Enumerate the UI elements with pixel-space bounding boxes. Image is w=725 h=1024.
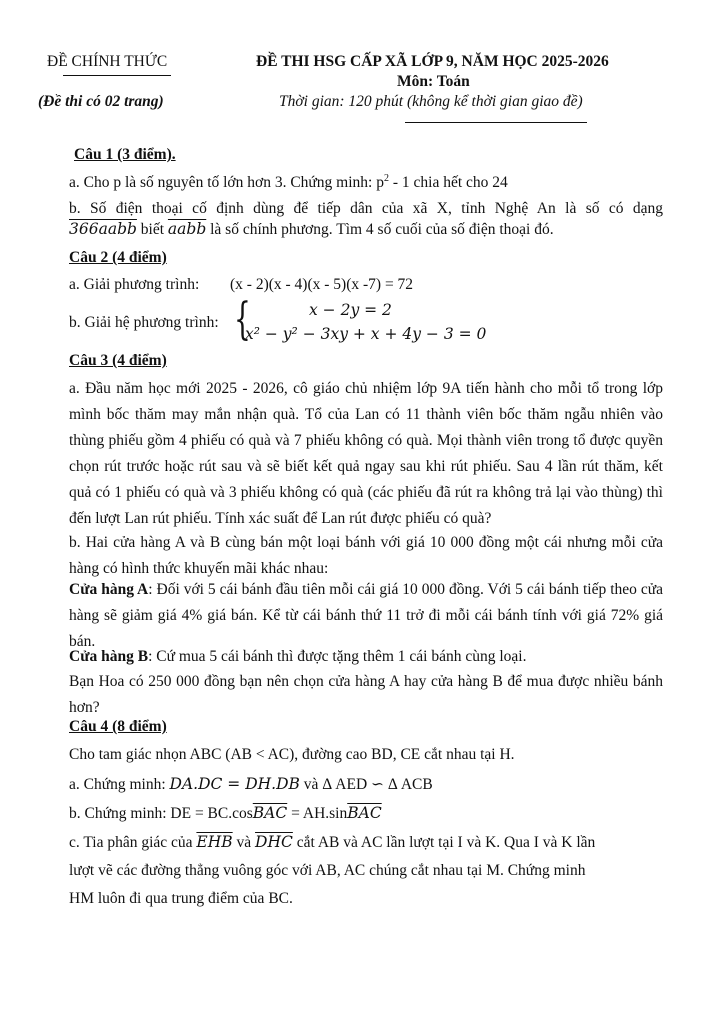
q4c-angle-1: $\overline{EHB}$: [196, 833, 233, 851]
q2a-label: a. Giải phương trình:: [69, 276, 200, 293]
q4c-line1: [69, 833, 595, 852]
right-underline: [405, 122, 587, 123]
q3b-question: Bạn Hoa có 250 000 đồng bạn nên chọn cửa hàng A hay cửa hàng B để mua được nhiều bánh hơn?: [69, 673, 663, 716]
q1a: [69, 173, 508, 192]
q4c-and: và: [232, 834, 256, 851]
q4b: [69, 804, 382, 823]
q3-heading: Câu 3 (4 điểm): [69, 352, 167, 369]
q2b-equation-2: x² − y² − 3xy + x + 4y − 3 = 0: [245, 325, 487, 343]
page-count-note: (Đề thi có 02 trang): [38, 93, 164, 110]
time-label: Thời gian: 120 phút (không kể thời gian giao đề): [279, 93, 583, 110]
q2b-equation-1: x − 2y = 2: [309, 301, 392, 319]
q3a-paragraph: a. Đầu năm học mới 2025 - 2026, cô giáo chủ nhiệm lớp 9A tiến hành cho mỗi tổ trong lớp mình bốc thăm may mắn nhận quà. Tổ của Lan có 11 thành viên bốc thăm ngẫu nhiên vào thùng phiếu gồm 4 phiếu có quà và 7 phiếu không có quà. Mọi thành viên trong tổ được quyền chọn rút trước hoặc rút sau và sẽ biết kết quả ngay sau khi rút phiếu. Sau 4 lần rút thăm, kết quả có 1 phiếu có quà và 3 phiếu không có quà (các phiếu đã rút ra không trả lại vào thùng) thì đến lượt Lan rút phiếu. Tính xác suất để Lan rút được phiếu có quà?: [69, 380, 663, 527]
store-b-text: : Cứ mua 5 cái bánh thì được tặng thêm 1 cái bánh cùng loại.: [148, 648, 527, 665]
q2-heading: Câu 2 (4 điểm): [69, 249, 167, 266]
exam-title: ĐỀ THI HSG CẤP XÃ LỚP 9, NĂM HỌC 2025-2026: [256, 53, 609, 70]
q2b-label: b. Giải hệ phương trình:: [69, 314, 219, 331]
q1b-square-form: aabb: [167, 220, 207, 238]
q2a-equation: (x - 2)(x - 4)(x - 5)(x -7) = 72: [230, 276, 414, 293]
q1b-line1: b. Số điện thoại cố định dùng để tiếp dân của xã X, tỉnh Nghệ An là số có dạng: [69, 200, 663, 217]
q4-intro: Cho tam giác nhọn ABC (AB < AC), đường cao BD, CE cắt nhau tại H.: [69, 746, 515, 763]
q1a-exponent: 2: [383, 173, 389, 184]
official-label: ĐỀ CHÍNH THỨC: [47, 53, 168, 70]
q4b-angle-2: $\overline{BAC}$: [347, 804, 382, 822]
q3b-paragraph: b. Hai cửa hàng A và B cùng bán một loại bánh với giá 10 000 đồng một cái nhưng mỗi cửa hàng có hình thức khuyến mãi khác nhau:: [69, 534, 663, 577]
q4c-line2: lượt vẽ các đường thẳng vuông góc với AB, AC chúng cắt nhau tại M. Chứng minh: [69, 862, 586, 879]
q1-heading: Câu 1 (3 điểm).: [74, 146, 176, 163]
q4c-line3: HM luôn đi qua trung điểm của BC.: [69, 890, 293, 907]
q1b-number-form: 366aabb: [69, 220, 137, 238]
store-a-text: : Đối với 5 cái bánh đầu tiên mỗi cái giá 10 000 đồng. Với 5 cái bánh tiếp theo cửa hàng sẽ giảm giá 4% giá bán. Kể từ cái bánh thứ 11 trở đi mỗi cái bánh tính với giá 72% giá bán.: [69, 581, 663, 650]
subject-label: Môn: Toán: [397, 73, 470, 90]
store-b-label: Cửa hàng B: [69, 648, 149, 665]
q4a-equation: DA.DC = DH.DB: [169, 775, 300, 793]
q4c-rest: cắt AB và AC lần lượt tại I và K. Qua I và K lần: [292, 834, 596, 851]
q4-heading: Câu 4 (8 điểm): [69, 718, 167, 735]
q4a-similarity: và Δ AED ∽ Δ ACB: [299, 776, 433, 793]
store-b-paragraph: [69, 644, 663, 670]
left-underline: [63, 75, 171, 76]
q1b-mid: biết: [136, 221, 168, 238]
q1a-end: - 1 chia hết cho 24: [388, 174, 508, 192]
store-a-label: Cửa hàng A: [69, 581, 149, 598]
q1a-text: a. Cho p là số nguyên tố lớn hơn 3. Chứng minh: p: [69, 174, 384, 192]
q4b-angle-1: $\overline{BAC}$: [252, 804, 288, 822]
q4c-angle-2: $\overline{DHC}$: [255, 833, 293, 851]
q1b-end: là số chính phương. Tìm 4 số cuối của số điện thoại đó.: [206, 221, 554, 238]
q4b-label: b. Chứng minh: DE = BC.cos: [69, 805, 253, 822]
q4c-pre: c. Tia phân giác của: [69, 834, 197, 851]
system-brace: {: [234, 294, 251, 345]
q1b-line2: [69, 220, 554, 239]
q4a-label: a. Chứng minh:: [69, 776, 170, 793]
q4a: [69, 775, 433, 794]
q4b-mid: = AH.sin: [287, 805, 348, 822]
